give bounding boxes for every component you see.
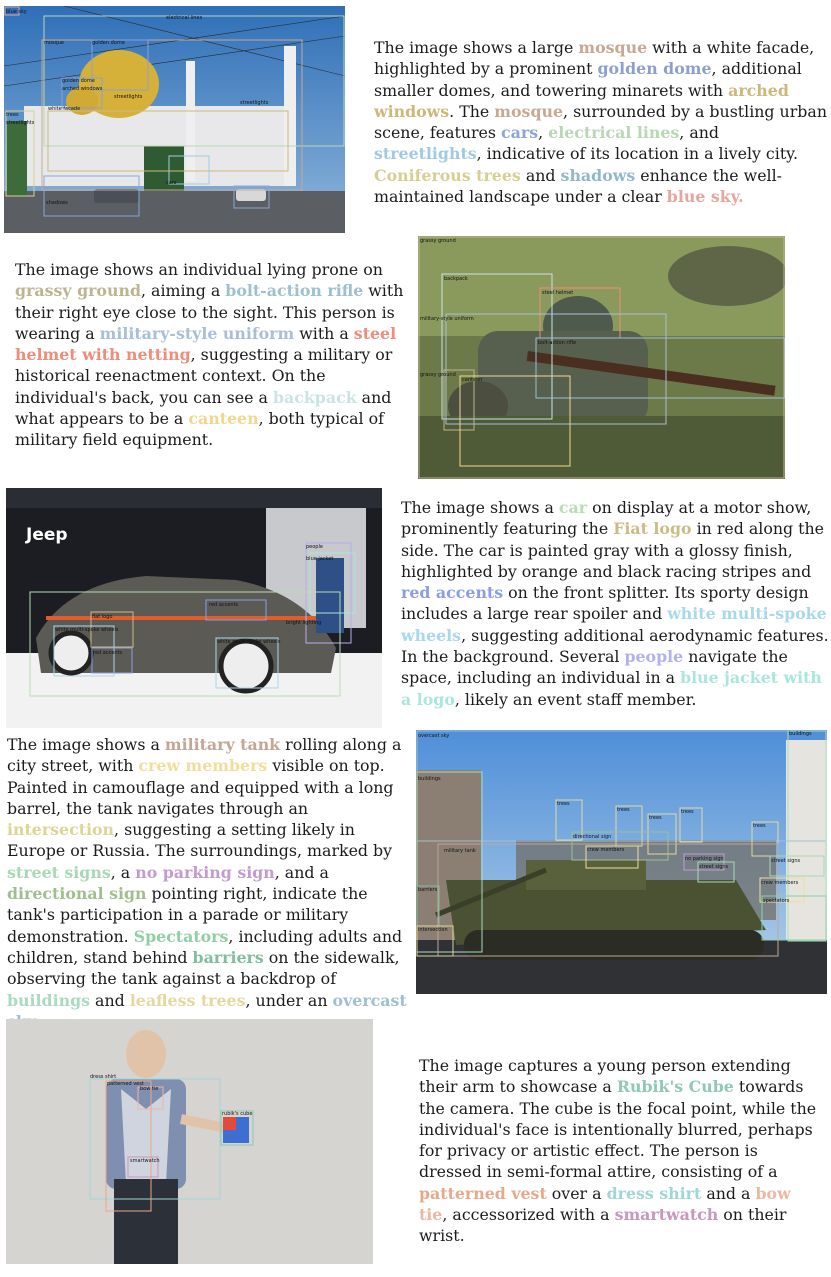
caption-text: , suggesting a setting likely in Europe or Russia. The surroundings, marked by <box>7 820 393 861</box>
label-directional-sign: directional sign <box>573 834 612 840</box>
highlight-tank: no parking sign <box>135 862 275 882</box>
label-streetlights: streetlights <box>114 94 143 100</box>
highlight-car: Fiat logo <box>613 519 692 539</box>
caption-text: and <box>90 990 130 1010</box>
highlight-car: car <box>558 498 588 517</box>
label-grassy-ground-2: grassy ground <box>420 372 456 378</box>
label-smartwatch: smartwatch <box>130 1158 160 1164</box>
label-barriers: barriers <box>418 887 438 893</box>
caption-text: over a <box>546 1183 607 1203</box>
label-buildings: buildings <box>418 776 441 782</box>
caption-text: , <box>538 123 549 143</box>
caption-text: with a <box>294 323 354 343</box>
highlight-tank: military tank <box>164 735 281 754</box>
highlight-child: smartwatch <box>614 1205 719 1225</box>
caption-mosque <box>374 37 829 207</box>
label-people: people <box>306 544 323 550</box>
label-backpack: backpack <box>444 276 468 282</box>
caption-soldier <box>15 259 405 451</box>
label-fiat-logo: fiat logo <box>92 614 113 620</box>
caption-text: and a <box>701 1183 756 1203</box>
label-white-facade: white facade <box>48 106 81 112</box>
highlight-car: blue jacket with a logo <box>401 668 822 709</box>
highlight-car: red accents <box>401 583 504 603</box>
svg-text:Jeep: Jeep <box>26 525 68 545</box>
label-grassy-ground: grassy ground <box>420 238 456 244</box>
label-no-parking-sign: no parking sign <box>685 856 724 862</box>
caption-text: on display at a motor show, prominently featuring the <box>401 498 812 539</box>
label-rubiks-cube: rubik's cube <box>222 1111 253 1117</box>
mosque-image <box>4 6 345 233</box>
highlight-child: Rubik's Cube <box>616 1077 734 1097</box>
caption-text: , surrounded by a bustling urban scene, features <box>374 101 827 143</box>
caption-text: on the front splitter. Its sporty design includes a large rear spoiler and <box>401 583 809 624</box>
caption-text: The image shows a <box>401 498 559 517</box>
label-military-tank: military tank <box>444 848 476 854</box>
label-cars: cars <box>166 180 177 186</box>
label-blue-jacket: blue jacket <box>306 556 334 562</box>
caption-text: with a white facade, highlighted by a prominent <box>374 38 815 79</box>
highlight-mosque: streetlights <box>374 144 477 164</box>
label-golden-dome-2: golden dome <box>62 78 95 84</box>
label-trees-2: trees <box>617 807 630 813</box>
caption-text: towards the camera. The cube is the focal point, while the individual's face is intentionally blurred, perhaps for privacy or artistic effect. The person is dressed in semi-formal attire, consisting of a <box>419 1077 817 1182</box>
label-overcast-sky: overcast sky <box>418 733 450 739</box>
highlight-mosque: mosque <box>494 101 564 121</box>
label-shadows: shadows <box>46 200 68 206</box>
label-red-accents: red accents <box>209 602 239 608</box>
label-bow-tie: bow tie <box>140 1086 159 1092</box>
caption-text: , additional smaller domes, and towering minarets with <box>374 59 802 100</box>
highlight-soldier: bolt-action rifle <box>225 281 364 301</box>
highlight-tank: directional sign <box>7 884 147 904</box>
highlight-mosque: cars <box>501 123 539 143</box>
caption-text: , indicative of its location in a lively city. <box>476 144 799 164</box>
caption-tank <box>7 734 409 1032</box>
child-image <box>6 1019 373 1264</box>
caption-text: , a <box>110 862 136 882</box>
label-bright-lighting: bright lighting <box>286 620 322 626</box>
highlight-mosque: blue sky. <box>666 187 744 207</box>
caption-text: , under an <box>245 990 333 1010</box>
caption-text: , and a <box>274 862 329 882</box>
highlight-soldier: backpack <box>272 387 357 407</box>
caption-text: , suggesting additional aerodynamic features. In the background. Several <box>401 625 829 667</box>
tank-image <box>416 730 827 994</box>
caption-text: visible on top. Painted in camouflage and equipped with a long barrel, the tank navigates through an <box>7 756 394 818</box>
soldier-image <box>418 236 785 479</box>
caption-text: and what appears to be a <box>15 387 392 429</box>
highlight-tank: intersection <box>7 820 115 840</box>
car-image <box>6 488 382 728</box>
highlight-tank: street signs <box>7 862 111 882</box>
label-trees-3: trees <box>649 815 662 821</box>
caption-child <box>419 1055 824 1247</box>
label-electrical-lines: electrical lines <box>166 15 203 21</box>
highlight-soldier: grassy ground <box>15 281 141 301</box>
highlight-mosque: arched windows <box>374 80 789 121</box>
label-trees-1: trees <box>557 801 570 807</box>
highlight-child: dress shirt <box>606 1183 702 1203</box>
highlight-soldier: steel helmet with netting <box>15 323 397 365</box>
caption-text: with their right eye close to the sight. This person is wearing a <box>15 281 404 343</box>
label-canteen: canteen <box>462 377 483 383</box>
highlight-tank: buildings <box>7 990 91 1010</box>
highlight-car: people <box>624 647 684 667</box>
label-trees-5: trees <box>753 823 766 829</box>
caption-text: The image shows a large <box>374 38 579 57</box>
caption-text: The image shows a <box>7 735 165 754</box>
highlight-tank: overcast <box>332 990 407 1010</box>
highlight-tank: crew members <box>138 756 268 776</box>
caption-text: on their wrist. <box>419 1205 787 1246</box>
caption-car <box>401 497 829 710</box>
highlight-mosque: golden dome <box>597 59 712 79</box>
caption-text: , and <box>679 123 720 143</box>
highlight-tank: leafless trees <box>129 990 246 1010</box>
highlight-child: bow tie <box>419 1183 791 1225</box>
label-mosque: mosque <box>44 40 64 46</box>
caption-text: , aiming a <box>141 281 226 301</box>
highlight-soldier: canteen <box>188 409 259 429</box>
caption-text: , accessorized with a <box>442 1205 615 1225</box>
highlight-mosque: shadows <box>560 165 636 185</box>
caption-text: pointing right, indicate the tank's participation in a parade or military demonstration. <box>7 884 368 946</box>
label-buildings-2: buildings <box>789 731 812 737</box>
caption-text: on the sidewalk, observing the tank against a backdrop of <box>7 947 400 989</box>
label-crew-members: crew members <box>587 847 625 853</box>
caption-text: The image captures a young person extending their arm to showcase a <box>419 1056 791 1097</box>
label-patterned-vest: patterned vest <box>107 1081 144 1087</box>
label-rifle: bolt-action rifle <box>538 340 577 346</box>
highlight-tank: barriers <box>192 947 264 967</box>
label-streetlights-3: streetlights <box>6 120 35 126</box>
caption-text: , suggesting a military or historical reenactment context. On the individual's back, you can see a <box>15 345 393 407</box>
caption-text: The image shows an individual lying prone on <box>15 260 383 279</box>
label-blue-sky: blue sky <box>6 9 27 15</box>
caption-text: in red along the side. The car is painted gray with a glossy finish, highlighted by orange and black racing stripes and <box>401 519 825 581</box>
caption-text: , including adults and children, stand behind <box>7 926 403 967</box>
label-crew-members-2: crew members <box>761 880 799 886</box>
caption-text: enhance the well-maintained landscape under a clear <box>374 165 782 207</box>
caption-text: , likely an event staff member. <box>454 689 697 709</box>
label-military-uniform: military-style uniform <box>420 316 474 322</box>
label-streetlights-2: streetlights <box>240 100 269 106</box>
highlight-tank: Spectators <box>133 926 229 946</box>
caption-text: . The <box>449 101 495 121</box>
highlight-mosque: Coniferous trees <box>374 165 521 185</box>
caption-text: rolling along a city street, with <box>7 735 402 776</box>
highlight-soldier: military-style uniform <box>99 323 295 343</box>
caption-text: and <box>520 165 561 185</box>
label-steel-helmet: steel helmet <box>542 290 574 296</box>
highlight-mosque: mosque <box>578 38 648 57</box>
label-wheels: white multi-spoke wheels <box>55 627 119 633</box>
label-trees-4: trees <box>681 809 694 815</box>
label-street-signs: street signs <box>699 864 729 870</box>
label-dress-shirt: dress shirt <box>90 1074 117 1080</box>
highlight-child: patterned vest <box>419 1183 547 1203</box>
label-street-signs-2: street signs <box>771 858 801 864</box>
label-spectators: spectators <box>763 898 790 904</box>
caption-text: , both typical of military field equipment. <box>15 409 384 450</box>
highlight-car: white multi-spoke wheels <box>401 604 827 645</box>
highlight-mosque: electrical lines <box>548 123 680 143</box>
label-intersection: intersection <box>418 927 448 933</box>
label-red-accents-2: red accents <box>93 650 123 656</box>
label-arched-windows: arched windows <box>62 86 103 92</box>
label-trees: trees <box>6 112 19 118</box>
label-wheels-2: white multi-spoke wheels <box>217 639 281 645</box>
label-golden-dome: golden dome <box>92 40 125 46</box>
caption-text: navigate the space, including an individual in a <box>401 647 788 688</box>
